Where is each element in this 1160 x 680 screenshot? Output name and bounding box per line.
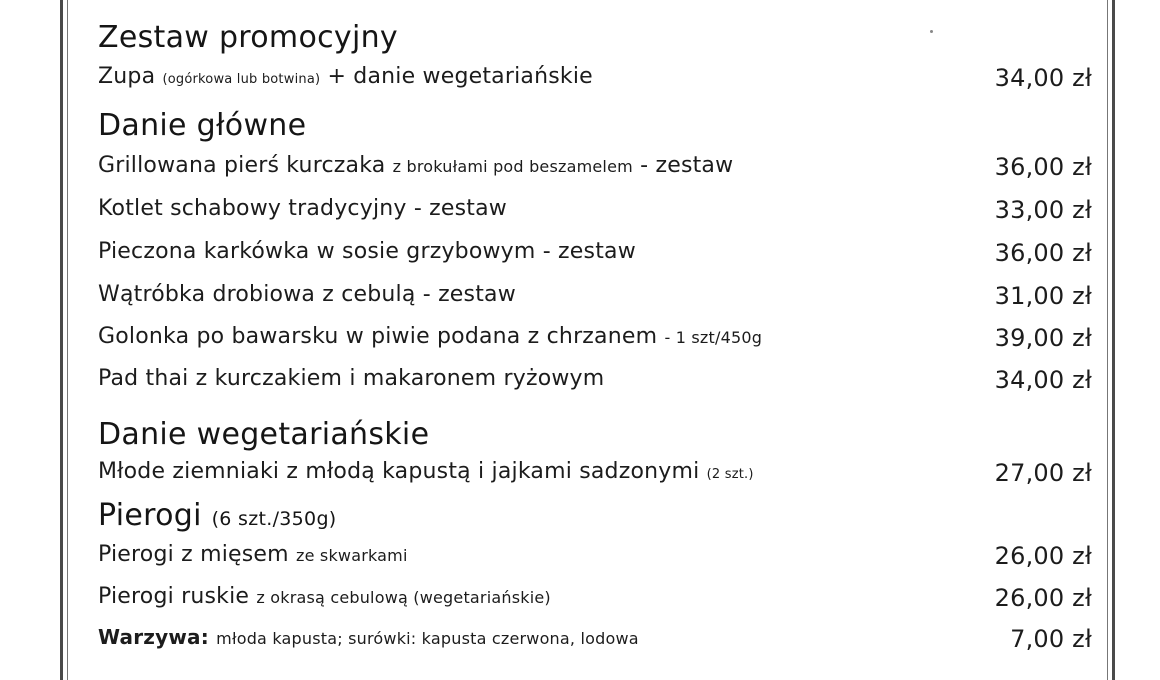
menu-item-main (98, 239, 1092, 269)
item-name-text: Pierogi ruskie (98, 584, 250, 609)
menu-item-warzywa (98, 625, 1092, 655)
item-name-rest: + danie wegetariańskie (327, 64, 593, 89)
item-name (98, 542, 408, 567)
section-heading-pierogi (98, 498, 337, 533)
menu-item-vege (98, 459, 1092, 489)
item-note: z okrasą cebulową (wegetariańskie) (256, 588, 551, 607)
item-name (98, 153, 733, 178)
item-price: 39,00 zł (994, 324, 1092, 352)
item-price: 7,00 zł (1010, 625, 1092, 653)
item-name (98, 584, 551, 609)
item-name-text: Pierogi z mięsem (98, 542, 289, 567)
item-note: (2 szt.) (706, 467, 754, 482)
item-price: 33,00 zł (994, 196, 1092, 224)
item-price: 36,00 zł (994, 239, 1092, 267)
menu-item-main (98, 153, 1092, 183)
item-price: 27,00 zł (994, 459, 1092, 487)
menu-item-pierogi (98, 584, 1092, 614)
item-price: 34,00 zł (994, 64, 1092, 92)
item-note: młoda kapusta; surówki: kapusta czerwona, lodowa (216, 629, 639, 648)
item-name: Wątróbka drobiowa z cebulą - zestaw (98, 282, 516, 307)
item-name-text: Zupa (98, 64, 156, 89)
item-note: (ogórkowa lub botwina) (162, 72, 321, 87)
item-name: Kotlet schabowy tradycyjny - zestaw (98, 196, 507, 221)
item-price: 36,00 zł (994, 153, 1092, 181)
section-heading-promo: Zestaw promocyjny (98, 20, 398, 55)
item-note: z brokułami pod beszamelem (392, 157, 633, 176)
item-name: Pieczona karkówka w sosie grzybowym - zestaw (98, 239, 636, 264)
item-name-text: Grillowana pierś kurczaka (98, 153, 386, 178)
menu-item-main (98, 324, 1092, 354)
item-name-rest: - zestaw (640, 153, 734, 178)
item-name (98, 459, 754, 484)
section-heading-main: Danie główne (98, 108, 307, 143)
item-note: - 1 szt/450g (664, 328, 763, 347)
section-heading-text: Pierogi (98, 498, 202, 533)
item-name: Pad thai z kurczakiem i makaronem ryżowym (98, 366, 605, 391)
menu-item-main (98, 366, 1092, 396)
item-note: ze skwarkami (295, 546, 408, 565)
item-price: 26,00 zł (994, 584, 1092, 612)
item-price: 31,00 zł (994, 282, 1092, 310)
item-name-text: Golonka po bawarsku w piwie podana z chrzanem (98, 324, 658, 349)
item-label: Warzywa: (98, 625, 209, 649)
item-name (98, 64, 593, 89)
item-name (98, 625, 639, 650)
menu-item-promo (98, 64, 1092, 94)
section-heading-aside: (6 szt./350g) (211, 508, 337, 530)
section-heading-vege: Danie wegetariańskie (98, 417, 430, 452)
menu-item-main (98, 282, 1092, 312)
speck (930, 30, 933, 33)
item-name (98, 324, 762, 349)
menu-item-pierogi (98, 542, 1092, 572)
item-name-text: Młode ziemniaki z młodą kapustą i jajkami sadzonymi (98, 459, 700, 484)
item-price: 34,00 zł (994, 366, 1092, 394)
menu-item-main (98, 196, 1092, 226)
item-price: 26,00 zł (994, 542, 1092, 570)
